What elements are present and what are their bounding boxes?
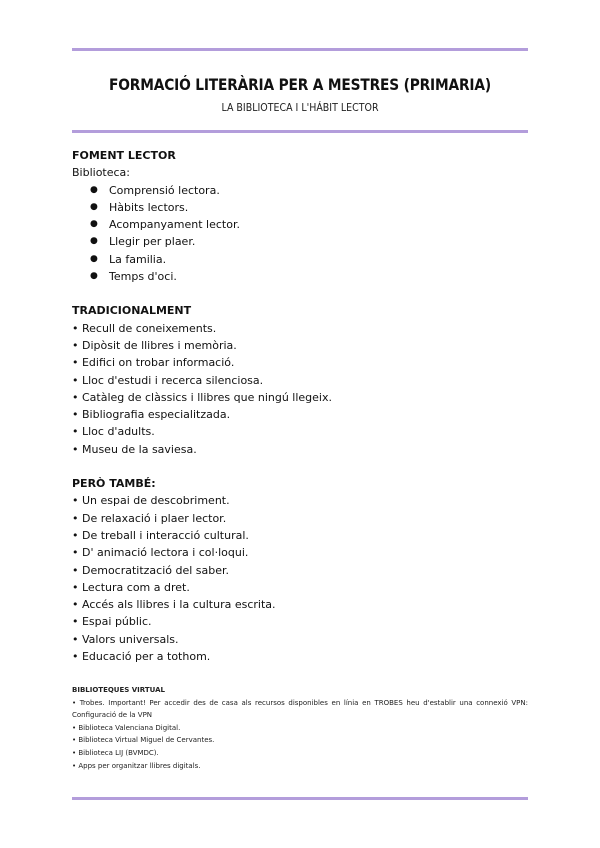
list-item: ● La familia. bbox=[72, 251, 528, 268]
header-divider bbox=[72, 130, 528, 133]
list-item: • Espai públic. bbox=[72, 615, 152, 629]
bullet-icon: ● bbox=[90, 219, 98, 230]
section-heading-tradicional: TRADICIONALMENT bbox=[72, 304, 192, 318]
biblioteques-list bbox=[72, 697, 528, 773]
foment-list bbox=[72, 182, 528, 286]
list-item: • Apps per organitzar llibres digitals. bbox=[72, 761, 201, 770]
pero-list bbox=[72, 492, 528, 665]
list-item: • De relaxació i plaer lector. bbox=[72, 511, 227, 525]
section-heading-pero: PERÒ TAMBÉ: bbox=[72, 477, 156, 491]
list-item: • Educació per a tothom. bbox=[72, 650, 211, 664]
list-item: • Democratització del saber. bbox=[72, 563, 230, 577]
section-heading-foment: FOMENT LECTOR bbox=[72, 149, 176, 162]
document-title: FORMACIÓ LITERÀRIA PER A MESTRES (PRIMARIA) bbox=[109, 75, 491, 94]
list-item: ● Llegir per plaer. bbox=[72, 233, 528, 250]
list-item: • Un espai de descobriment. bbox=[72, 494, 230, 508]
list-item: • Biblioteca LIJ (BVMDC). bbox=[72, 748, 159, 757]
list-item: ● Hàbits lectors. bbox=[72, 199, 528, 216]
list-item: • Lectura com a dret. bbox=[72, 580, 190, 594]
list-item: • Dipòsit de llibres i memòria. bbox=[72, 338, 237, 352]
list-item: • Catàleg de clàssics i llibres que ningú llegeix. bbox=[72, 390, 332, 404]
list-item: • Museu de la saviesa. bbox=[72, 442, 197, 456]
list-item: • Lloc d'adults. bbox=[72, 425, 155, 439]
list-item: • Valors universals. bbox=[72, 632, 179, 646]
list-item: ● Comprensió lectora. bbox=[72, 182, 528, 199]
footer-divider bbox=[72, 797, 528, 800]
list-item: • Bibliografia especialitzada. bbox=[72, 408, 231, 422]
bullet-icon: ● bbox=[90, 184, 98, 195]
list-item: • Recull de coneixements. bbox=[72, 321, 217, 335]
foment-intro: Biblioteca: bbox=[72, 166, 131, 180]
list-item: • Biblioteca Valenciana Digital. bbox=[72, 723, 181, 732]
list-item: • D' animació lectora i col·loqui. bbox=[72, 546, 249, 560]
bullet-icon: ● bbox=[90, 236, 98, 247]
top-divider bbox=[72, 48, 528, 51]
list-item: • Edifici on trobar informació. bbox=[72, 356, 235, 370]
list-item: • Accés als llibres i la cultura escrita. bbox=[72, 598, 276, 612]
bullet-icon: ● bbox=[90, 253, 98, 264]
document-body bbox=[72, 147, 528, 665]
list-item: • Lloc d'estudi i recerca silenciosa. bbox=[72, 373, 264, 387]
list-item: • Trobes. Important! Per accedir des de casa als recursos disponibles en línia en TROBES heu d'establir una connexió VPN: Configuració de la VPN bbox=[72, 698, 528, 720]
bullet-icon: ● bbox=[90, 201, 98, 212]
bullet-icon: ● bbox=[90, 271, 98, 282]
biblioteques-section bbox=[72, 684, 528, 772]
list-item: ● Temps d'oci. bbox=[72, 268, 528, 285]
section-heading-biblioteques: BIBLIOTEQUES VIRTUAL bbox=[72, 686, 165, 694]
list-item: • Biblioteca Virtual Miguel de Cervantes. bbox=[72, 736, 215, 745]
list-item: ● Acompanyament lector. bbox=[72, 216, 528, 233]
document-subtitle: LA BIBLIOTECA I L'HÁBIT LECTOR bbox=[221, 101, 379, 114]
tradicional-list bbox=[72, 320, 528, 458]
list-item: • De treball i interacció cultural. bbox=[72, 528, 249, 542]
